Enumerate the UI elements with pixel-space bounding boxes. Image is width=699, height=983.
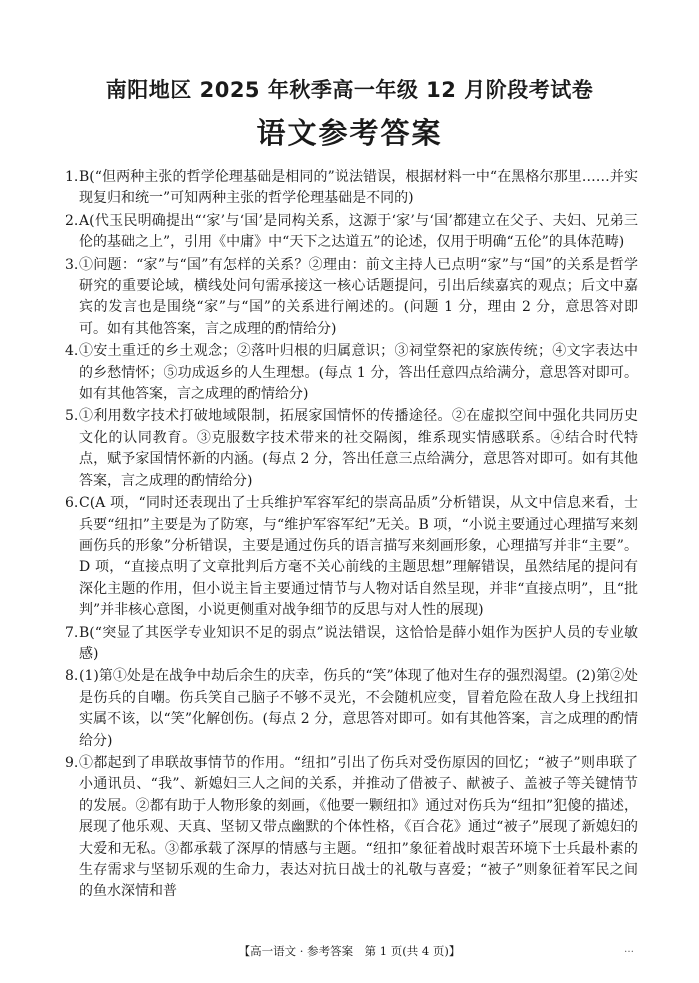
answer-item-6	[65, 493, 638, 621]
answer-number: 6.	[65, 495, 79, 512]
corner-mark: …	[624, 944, 634, 955]
answer-number: 7.	[65, 624, 79, 641]
answer-number: 5.	[65, 408, 79, 425]
answer-item-4	[65, 341, 638, 405]
answer-text: ①都起到了串联故事情节的作用。“纽扣”引出了伤兵对受伤原因的回忆；“被子”则串联了小通讯员、“我”、新媳妇三人之间的关系，并推动了借被子、献被子、盖被子等关键情节的发展。②都有助于人物形象的刻画，《他要一颗纽扣》通过对伤兵为“纽扣”犯傻的描述，展现了他乐观、天真、坚韧又带点幽默的个体性格，《百合花》通过“被子”展现了新媳妇的大爱和无私。③都承载了深厚的情感与主题。“纽扣”象征着战时艰苦环境下士兵最朴素的生存需求与坚韧乐观的生命力，表达对抗日战士的礼敬与喜爱；“被子”则象征着军民之间的鱼水深情和普	[79, 754, 638, 900]
answer-number: 2.	[65, 212, 79, 229]
answer-text: ①问题：“家”与“国”有怎样的关系？②理由：前文主持人已点明“家”与“国”的关系是哲学研究的重要论域，横线处问句需承接这一核心话题提问，引出后续嘉宾的观点；后文中嘉宾的发言也是围绕“家”与“国”的关系进行阐述的。(问题 1 分，理由 2 分，意思答对即可。如有其他答案，言之成理的酌情给分)	[79, 256, 638, 337]
answer-item-8	[65, 666, 638, 752]
answer-text: ①利用数字技术打破地域限制，拓展家国情怀的传播途径。②在虚拟空间中强化共同历史文化的认同教育。③克服数字技术带来的社交隔阂，维系现实情感联系。④结合时代特点，赋予家国情怀新的内涵。(每点 2 分，答出任意三点给满分，意思答对即可。如有其他答案，言之成理的酌情给分)	[79, 408, 638, 489]
answer-item-7	[65, 623, 638, 666]
page-footer: 【高一语文 · 参考答案 第 1 页(共 4 页)】	[238, 944, 461, 958]
answer-key-heading: 语文参考答案	[256, 116, 443, 150]
answer-list	[65, 167, 638, 904]
answer-number: 8.	[65, 668, 79, 685]
answer-number: 4.	[65, 343, 79, 360]
answer-text: B(“但两种主张的哲学伦理基础是相同的”说法错误，根据材料一中“在黑格尔那里……并实现复归和统一”可知两种主张的哲学伦理基础是不同的)	[79, 169, 638, 207]
answer-text: A(代玉民明确提出“‘家’与‘国’是同构关系，这源于‘家’与‘国’都建立在父子、夫妇、兄弟三伦的基础之上”，引用《中庸》中“天下之达道五”的论述，仅用于明确“五伦”的具体范畴)	[79, 212, 638, 251]
answer-number: 1.	[65, 169, 79, 185]
answer-text: (1)第①处是在战争中劫后余生的庆幸，伤兵的“笑”体现了他对生存的强烈渴望。(2)第②处是伤兵的自嘲。伤兵笑自己脑子不够不灵光，不会随机应变，冒着危险在敌人身上找纽扣实属不该，以“笑”化解创伤。(每点 2 分，意思答对即可。如有其他答案，言之成理的酌情给分)	[79, 668, 638, 749]
answer-text: C(A 项，“同时还表现出了士兵维护军容军纪的崇高品质”分析错误，从文中信息来看，士兵要“纽扣”主要是为了防寒，与“维护军容军纪”无关。B 项，“小说主要通过心理描写来刻画伤兵的形象”分析错误，主要是通过伤兵的语言描写来刻画形象，心理描写并非“主要”。D 项，“直接点明了文章批判后方毫不关心前线的主题思想”理解错误，虽然结尾的提问有深化主题的作用，但小说主旨主要通过情节与人物对话自然呈现，并非“直接点明”，且“批判”并非核心意图，小说更侧重对战争细节的反思与对人性的展现)	[79, 495, 638, 619]
answer-item-1	[65, 167, 638, 210]
answer-number: 9.	[65, 754, 79, 771]
answer-text: B(“突显了其医学专业知识不足的弱点”说法错误，这恰恰是薛小姐作为医护人员的专业敏感)	[79, 624, 638, 662]
answer-item-3	[65, 255, 638, 341]
answer-item-9	[65, 753, 638, 903]
exam-title: 南阳地区 2025 年秋季高一年级 12 月阶段考试卷	[105, 78, 594, 102]
answer-item-5	[65, 406, 638, 492]
answer-text: ①安土重迁的乡土观念；②落叶归根的归属意识；③祠堂祭祀的家族传统；④文字表达中的乡愁情怀；⑤功成返乡的人生理想。(每点 1 分，答出任意四点给满分，意思答对即可。如有其他答案，言之成理的酌情给分)	[79, 343, 638, 403]
answer-number: 3.	[65, 256, 79, 273]
answer-item-2	[65, 211, 638, 254]
